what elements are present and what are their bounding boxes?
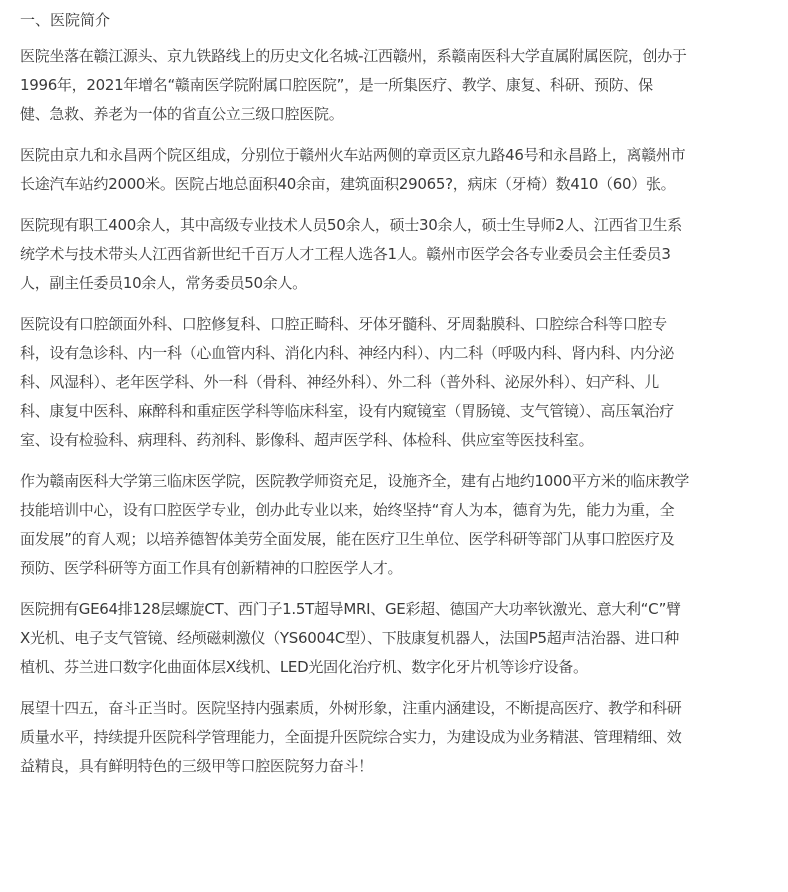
paragraph-line: 面发展”的育人观；以培养德智体美劳全面发展，能在医疗卫生单位、医学科研等部门从事口腔医疗及 <box>20 530 675 548</box>
paragraph-campuses <box>20 141 780 199</box>
paragraph-line: 人，副主任委员10余人，常务委员50余人。 <box>20 274 307 292</box>
paragraph-staff <box>20 211 780 298</box>
paragraph-line: 长途汽车站约2000米。医院占地总面积40余亩，建筑面积29065?，病床（牙椅）数410（60）张。 <box>20 175 676 193</box>
paragraph-line: 健、急救、养老为一体的省直公立三级口腔医院。 <box>20 105 344 123</box>
paragraph-line: 科、风湿科）、老年医学科、外一科（骨科、神经外科）、外二科（普外科、泌尿外科）、妇产科、儿 <box>20 373 660 391</box>
paragraph-line: 医院现有职工400余人，其中高级专业技术人员50余人，硕士30余人，硕士生导师2人、江西省卫生系 <box>20 216 682 234</box>
paragraph-line: 技能培训中心，设有口腔医学专业，创办此专业以来，始终坚持“育人为本，德育为先，能力为重，全 <box>20 501 675 519</box>
paragraph-line: 医院由京九和永昌两个院区组成，分别位于赣州火车站两侧的章贡区京九路46号和永昌路上，离赣州市 <box>20 146 686 164</box>
paragraph-line: 科、康复中医科、麻醉科和重症医学科等临床科室，设有内窥镜室（胃肠镜、支气管镜）、高压氧治疗 <box>20 402 675 420</box>
paragraph-departments <box>20 310 780 455</box>
paragraph-line: 1996年，2021年增名“赣南医学院附属口腔医院”，是一所集医疗、教学、康复、科研、预防、保 <box>20 76 653 94</box>
paragraph-line: 科，设有急诊科、内一科（心血管内科、消化内科、神经内科）、内二科（呼吸内科、肾内科、内分泌 <box>20 344 675 362</box>
paragraph-line: 质量水平，持续提升医院科学管理能力，全面提升医院综合实力，为建设成为业务精湛、管理精细、效 <box>20 728 682 746</box>
paragraph-line: 医院设有口腔颌面外科、口腔修复科、口腔正畸科、牙体牙髓科、牙周黏膜科、口腔综合科等口腔专 <box>20 315 667 333</box>
paragraph-line: X光机、电子支气管镜、经颅磁刺激仪（YS6004C型）、下肢康复机器人，法国P5超声洁治器、进口种 <box>20 629 680 647</box>
paragraph-line: 预防、医学科研等方面工作具有创新精神的口腔医学人才。 <box>20 559 403 577</box>
paragraph-line: 展望十四五，奋斗正当时。医院坚持内强素质，外树形象，注重内涵建设，不断提高医疗、教学和科研 <box>20 699 682 717</box>
section-title: 一、医院简介 <box>20 11 111 29</box>
paragraph-outlook <box>20 694 780 781</box>
paragraph-line: 益精良，具有鲜明特色的三级甲等口腔医院努力奋斗！ <box>20 757 373 775</box>
paragraph-equipment <box>20 595 780 682</box>
paragraph-line: 植机、芬兰进口数字化曲面体层X线机、LED光固化治疗机、数字化牙片机等诊疗设备。 <box>20 658 588 676</box>
paragraph-location <box>20 42 780 129</box>
paragraph-line: 医院拥有GE64排128层螺旋CT、西门子1.5T超导MRI、GE彩超、德国产大功率钬激光、意大利“C”臂 <box>20 600 681 618</box>
paragraph-teaching <box>20 467 780 583</box>
paragraph-line: 作为赣南医科大学第三临床医学院，医院教学师资充足，设施齐全，建有占地约1000平方米的临床教学 <box>20 472 690 490</box>
article-body <box>20 6 780 793</box>
paragraph-line: 室、设有检验科、病理科、药剂科、影像科、超声医学科、体检科、供应室等医技科室。 <box>20 431 594 449</box>
paragraph-line: 统学术与技术带头人江西省新世纪千百万人才工程人选各1人。赣州市医学会各专业委员会主任委员3 <box>20 245 671 263</box>
paragraph-line: 医院坐落在赣江源头、京九铁路线上的历史文化名城-江西赣州，系赣南医科大学直属附属医院，创办于 <box>20 47 687 65</box>
